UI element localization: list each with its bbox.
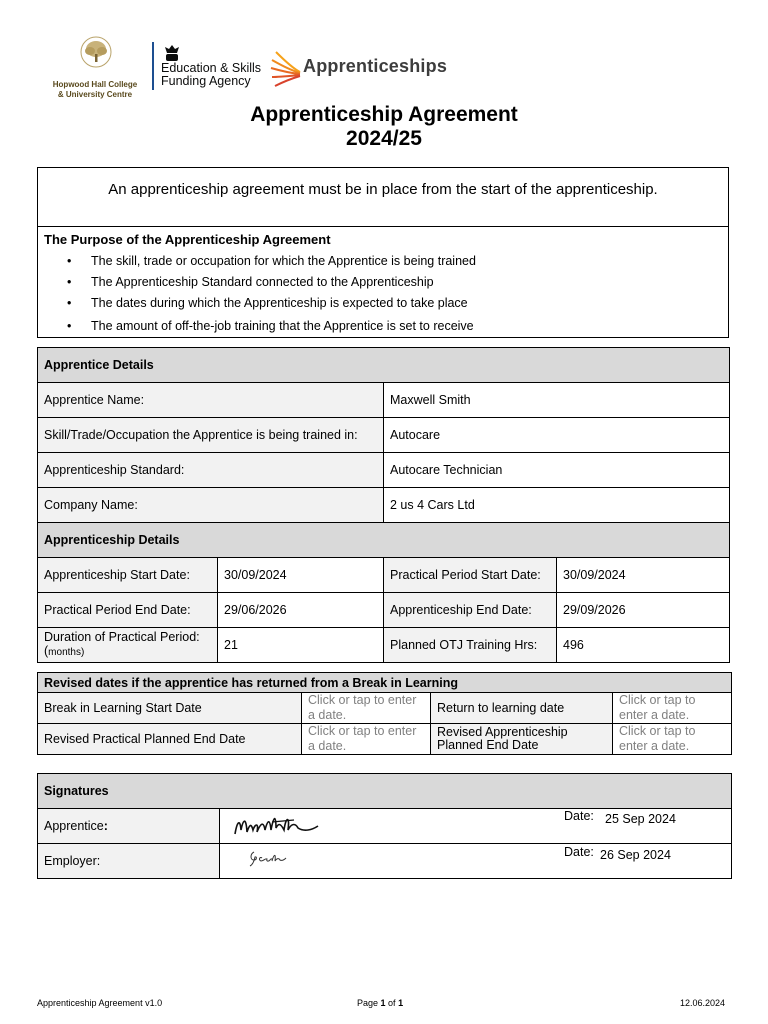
footer-version: Apprenticeship Agreement v1.0 [37,998,163,1008]
esfa-logo [152,42,264,92]
intro-text: An apprenticeship agreement must be in place from the start of the apprenticeship. [108,181,658,198]
start-date-label: Apprenticeship Start Date: [38,558,218,593]
title-line-2: 2024/25 [346,127,422,150]
footer-date: 12.06.2024 [680,998,726,1008]
return-to-learning-date-picker[interactable]: Click or tap to enter a date. [613,693,732,724]
title-line-1: Apprenticeship Agreement [250,103,518,126]
company-name-label: Company Name: [38,488,384,523]
details-table [37,347,730,663]
college-name: Hopwood Hall College & University Centre [52,80,138,99]
apprentice-signature-date[interactable]: 25 Sep 2024 [605,812,676,826]
return-to-learning-label: Return to learning date [431,693,613,724]
intro-section [38,168,728,227]
document-title [0,103,768,151]
break-start-label: Break in Learning Start Date [38,693,302,724]
practical-start-label: Practical Period Start Date: [384,558,557,593]
employer-signature-image [248,848,290,868]
practical-end-value[interactable]: 29/06/2026 [218,593,384,628]
apprenticeship-details-heading: Apprenticeship Details [38,523,730,558]
apprentice-name-value[interactable]: Maxwell Smith [384,383,730,418]
esfa-name: Education & Skills Funding Agency [161,61,262,88]
apprenticeships-wordmark: Apprenticeships [303,56,448,76]
purpose-bullet: • The dates during which the Apprenticeship is expected to take place [67,296,468,310]
apprentice-details-heading: Apprentice Details [38,348,730,383]
footer-page-number: Page 1 of 1 [357,998,404,1008]
duration-label-cell [38,628,218,663]
signatures-table [37,773,732,879]
revised-apprenticeship-end-date-picker[interactable]: Click or tap to enter a date. [613,724,732,755]
tree-emblem-icon [78,36,114,80]
purpose-bullet: • The Apprenticeship Standard connected to the Apprenticeship [67,275,434,289]
signatures-heading: Signatures [38,774,732,809]
otj-hours-label: Planned OTJ Training Hrs: [384,628,557,663]
purpose-bullet: • The amount of off-the-job training that the Apprentice is set to receive [67,319,474,333]
apprentice-signature-image [232,808,322,842]
duration-value[interactable]: 21 [218,628,384,663]
practical-start-value[interactable]: 30/09/2024 [557,558,730,593]
occupation-label: Skill/Trade/Occupation the Apprentice is being trained in: [38,418,384,453]
royal-crest-icon [161,43,183,63]
purpose-bullet: • The skill, trade or occupation for which the Apprentice is being trained [67,254,476,268]
revised-dates-table [37,672,732,755]
purpose-box [37,167,729,338]
practical-end-label: Practical Period End Date: [38,593,218,628]
break-start-date-picker[interactable]: Click or tap to enter a date. [302,693,431,724]
duration-unit-label: (months) [44,644,85,658]
standard-value[interactable]: Autocare Technician [384,453,730,488]
start-date-value[interactable]: 30/09/2024 [218,558,384,593]
end-date-label: Apprenticeship End Date: [384,593,557,628]
employer-signature-label: Employer: [38,844,220,879]
apprentice-name-label: Apprentice Name: [38,383,384,418]
apprenticeships-fan-icon [270,48,302,90]
occupation-value[interactable]: Autocare [384,418,730,453]
end-date-value[interactable]: 29/09/2026 [557,593,730,628]
employer-signature-date[interactable]: 26 Sep 2024 [600,848,671,862]
purpose-heading: The Purpose of the Apprenticeship Agreement [44,232,331,247]
revised-practical-end-date-picker[interactable]: Click or tap to enter a date. [302,724,431,755]
standard-label: Apprenticeship Standard: [38,453,384,488]
college-logo [40,36,150,104]
duration-label: Duration of Practical Period: [44,630,200,644]
company-name-value[interactable]: 2 us 4 Cars Ltd [384,488,730,523]
revised-practical-end-label: Revised Practical Planned End Date [38,724,302,755]
revised-apprenticeship-end-label: Revised Apprenticeship Planned End Date [431,724,613,755]
employer-date-label: Date: [564,845,594,859]
apprenticeships-logo [270,48,460,92]
otj-hours-value[interactable]: 496 [557,628,730,663]
apprentice-signature-label: Apprentice: [38,809,220,844]
revised-dates-heading: Revised dates if the apprentice has returned from a Break in Learning [38,673,732,693]
apprentice-date-label: Date: [564,809,594,823]
